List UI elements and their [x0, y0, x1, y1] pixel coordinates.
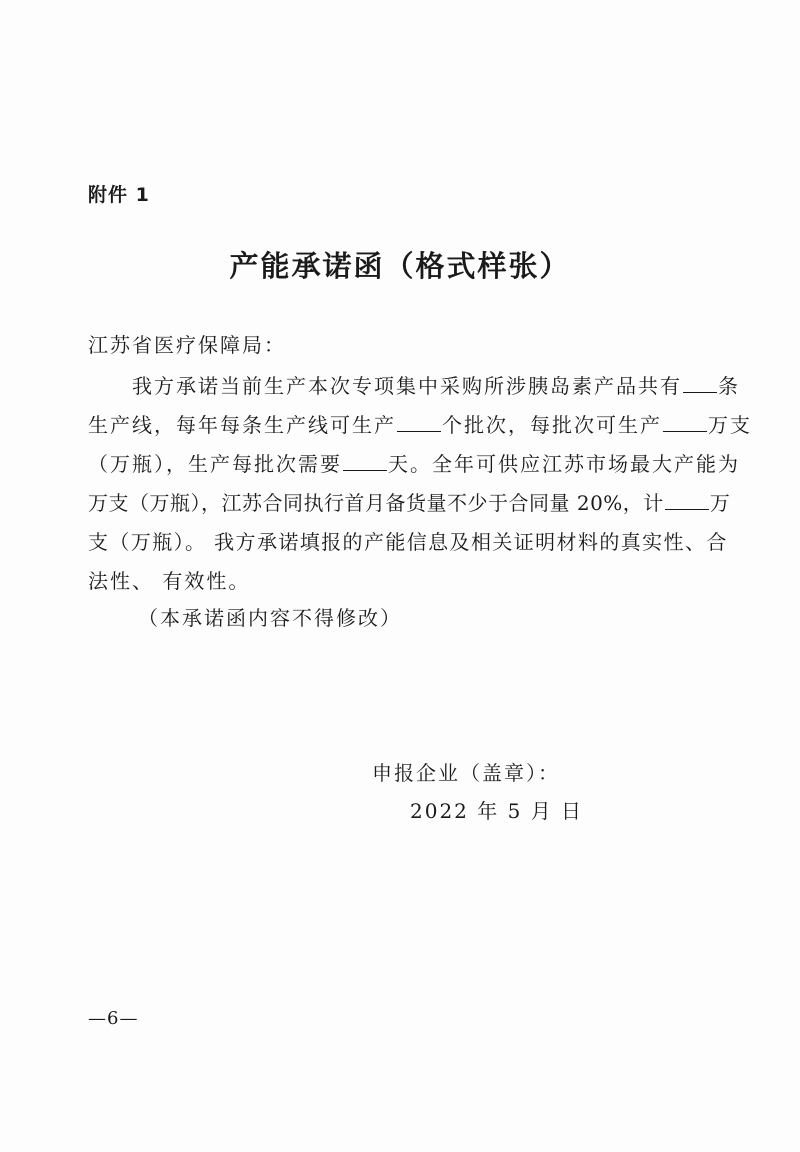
- attachment-label: 附件 1: [88, 184, 150, 206]
- body-line-1: [132, 370, 740, 399]
- body-text: （万瓶），生产每批次需要: [88, 452, 342, 476]
- body-text: 生产线，每年每条生产线可生产: [88, 413, 396, 437]
- fill-blank-line-count: [683, 374, 717, 393]
- body-line-4: [88, 487, 730, 516]
- page-number: —6—: [88, 1008, 139, 1029]
- fill-blank-first-month: [665, 491, 709, 510]
- body-text: 条: [718, 374, 740, 398]
- body-line-6: 法性、 有效性。: [88, 569, 251, 593]
- body-text: 万支: [708, 413, 752, 437]
- fill-blank-batch-output: [663, 413, 707, 432]
- addressee: 江苏省医疗保障局：: [88, 333, 286, 357]
- body-line-2: [88, 409, 752, 438]
- fill-blank-days: [343, 452, 387, 471]
- body-line-3: [88, 448, 740, 477]
- page-title: 产能承诺函（格式样张）: [229, 249, 571, 283]
- body-line-5: 支（万瓶）。 我方承诺填报的产能信息及相关证明材料的真实性、合: [88, 530, 728, 554]
- body-text: 万支（万瓶），江苏合同执行首月备货量不少于合同量 20%，计: [88, 491, 664, 515]
- body-text: 万: [709, 491, 731, 515]
- date-line: 2022 年 5 月 日: [410, 799, 584, 823]
- body-text: 个批次，每批次可生产: [442, 413, 662, 437]
- fill-blank-batches: [397, 413, 441, 432]
- note: （本承诺函内容不得修改）: [138, 606, 402, 630]
- body-text: 天。全年可供应江苏市场最大产能为: [388, 452, 740, 476]
- body-text: 我方承诺当前生产本次专项集中采购所涉胰岛素产品共有: [132, 374, 682, 398]
- applicant-seal-line: 申报企业（盖章）：: [372, 761, 560, 785]
